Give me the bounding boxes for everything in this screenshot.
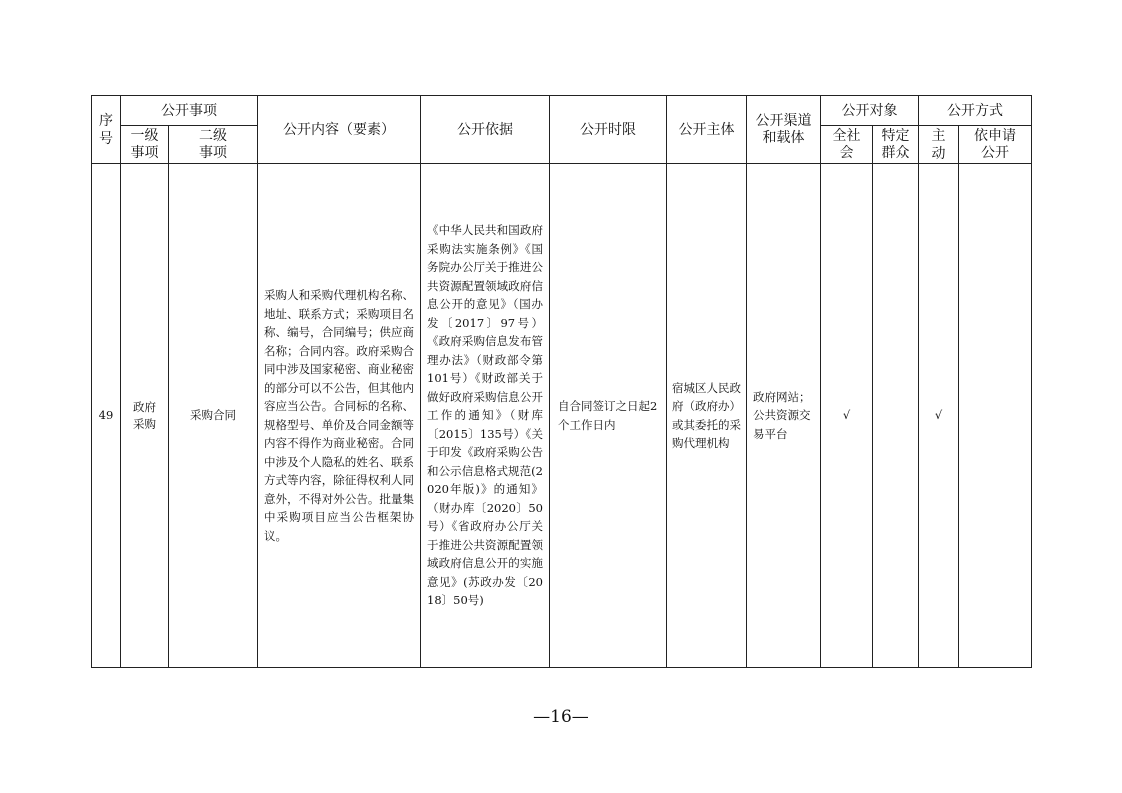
row-seq: 49: [92, 164, 121, 668]
page-number: —16—: [533, 707, 589, 727]
header-method: 公开方式: [919, 96, 1032, 126]
header-target: 公开对象: [821, 96, 919, 126]
header-level1: 一级事项: [121, 126, 169, 164]
header-target-specific: 特定群众: [873, 126, 919, 164]
header-basis: 公开依据: [421, 96, 550, 164]
header-row-1: [92, 96, 1032, 126]
header-public-items: 公开事项: [121, 96, 258, 126]
row-basis: 《中华人民共和国政府采购法实施条例》《国务院办公厅关于推进公共资源配置领域政府信息公开的意见》（国办发〔2017〕97号）《政府采购信息发布管理办法》（财政部令第101号）《财政部关于做好政府采购信息公开工作的通知》（财库〔2015〕135号）《关于印发《政府采购公告和公示信息格式规范(2020年版)》的通知》（财办库〔2020〕50号）《省政府办公厅关于推进公共资源配置领域政府信息公开的实施意见》(苏政办发〔2018〕50号): [421, 164, 550, 668]
row-level1: 政府采购: [121, 164, 169, 668]
row-target-all: √: [821, 164, 873, 668]
header-time-limit: 公开时限: [550, 96, 667, 164]
header-channel: 公开渠道和载体: [747, 96, 821, 164]
row-channel: 政府网站；公共资源交易平台: [747, 164, 821, 668]
disclosure-table: [91, 95, 1032, 668]
row-time-limit: 自合同签订之日起2个工作日内: [550, 164, 667, 668]
header-method-apply: 依申请公开: [959, 126, 1032, 164]
row-target-specific: [873, 164, 919, 668]
table-row: [92, 164, 1032, 668]
row-subject: 宿城区人民政府（政府办）或其委托的采购代理机构: [667, 164, 747, 668]
header-content: 公开内容（要素）: [258, 96, 421, 164]
header-subject: 公开主体: [667, 96, 747, 164]
row-method-apply: [959, 164, 1032, 668]
header-target-all: 全社会: [821, 126, 873, 164]
header-method-active: 主动: [919, 126, 959, 164]
row-level2: 采购合同: [169, 164, 258, 668]
header-level2: 二级事项: [169, 126, 258, 164]
row-method-active: √: [919, 164, 959, 668]
row-content: 采购人和采购代理机构名称、地址、联系方式；采购项目名称、编号，合同编号；供应商名称；合同内容。政府采购合同中涉及国家秘密、商业秘密的部分可以不公告，但其他内容应当公告。合同标的名称、规格型号、单价及合同金额等内容不得作为商业秘密。合同中涉及个人隐私的姓名、联系方式等内容，除征得权利人同意外，不得对外公告。批量集中采购项目应当公告框架协议。: [258, 164, 421, 668]
header-seq: 序号: [92, 96, 121, 164]
